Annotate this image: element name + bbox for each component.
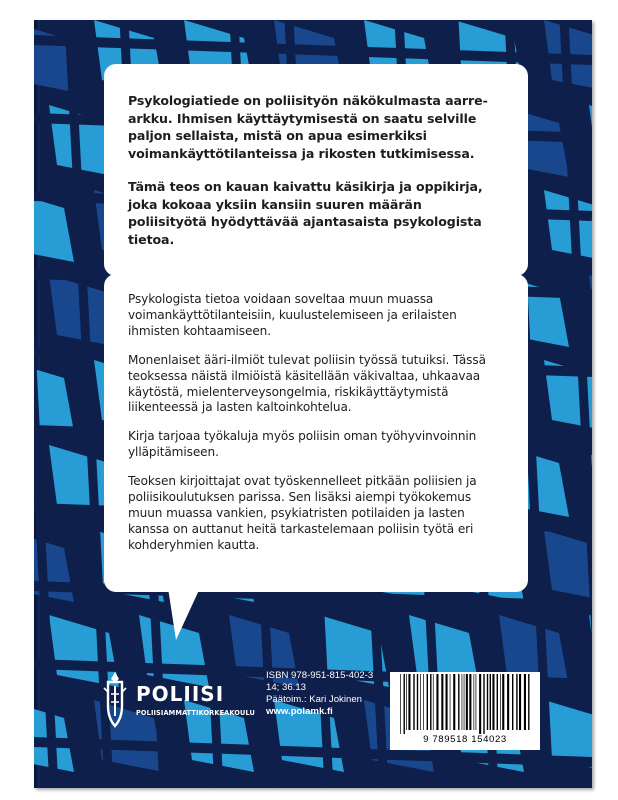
- barcode-bar: [479, 674, 481, 734]
- barcode-bar: [408, 674, 410, 730]
- barcode-bar: [512, 674, 513, 730]
- pattern-shape: [544, 530, 592, 602]
- barcode-bar: [400, 674, 401, 734]
- barcode-bar: [476, 674, 477, 730]
- barcode-number: 9 789518 154023: [423, 734, 507, 745]
- barcode-bar: [430, 674, 431, 730]
- barcode-bar: [507, 674, 509, 730]
- pattern-shape: [589, 275, 592, 347]
- editor-text: Päätoim.: Kari Jokinen: [266, 694, 362, 705]
- bubble-bottom-tail: [164, 588, 204, 644]
- blurb-bottom-paragraph-4: Teoksen kirjoittajat ovat työskennelleet pitkään poliisien ja poliisikoulutuksen parissa. Sen lisäksi aiempi työkokemus muun muassa vankien, psykiatristen potilaiden ja lasten kanssa on auttanut heitä tarkastelemaan poliisin työtä eri kohderyhmien kautta.: [128, 474, 477, 552]
- barcode-bar: [474, 674, 475, 730]
- barcode-bar: [436, 674, 438, 730]
- barcode-bar: [417, 674, 418, 730]
- isbn-text: ISBN 978-951-815-402-3: [266, 670, 374, 681]
- blurb-top-paragraph-1: Psykologiatiede on poliisityön näkökulmasta aarre-arkku. Ihmisen käyttäytymisestä on saatu selville paljon sellaista, mistä on apua esimerkiksi voimankäyttötilanteissa ja rikosten tutkimisessa.: [128, 93, 488, 161]
- barcode-bar: [469, 674, 471, 730]
- barcode-icon: [396, 674, 534, 734]
- blurb-bubble-bottom: [104, 274, 528, 592]
- barcode-bar: [453, 674, 455, 730]
- barcode-bar: [492, 674, 494, 730]
- publisher-name: POLIISI: [136, 682, 225, 706]
- barcode-bar: [497, 674, 498, 730]
- barcode-bar: [528, 674, 529, 730]
- barcode-bar: [404, 674, 405, 734]
- publisher-url: www.polamk.fi: [266, 706, 333, 717]
- blurb-top-paragraph-2: Tämä teos on kauan kaivattu käsikirja ja oppikirja, joka kokoaa yksiin kansiin suuren määrän poliisityötä hyödyttävää ajantasaista psykologista tietoa.: [128, 179, 483, 247]
- barcode-bar: [427, 674, 428, 730]
- book-back-cover: [34, 20, 592, 788]
- police-emblem-icon: [100, 670, 130, 730]
- barcode-bar: [433, 674, 434, 730]
- barcode-bar: [423, 674, 424, 730]
- publisher-logo: [100, 670, 290, 730]
- barcode-bar: [458, 674, 459, 730]
- classification-text: 14; 36.13: [266, 682, 307, 693]
- pattern-shape: [34, 360, 74, 432]
- blurb-bottom-paragraph-2: Monenlaiset ääri-ilmiöt tulevat poliisin työssä tutuiksi. Tässä teoksessa näistä ilmiöistä käsitellään väkivaltaa, uhkaavaa käytöstä, mielenterveysongelmia, riskikäyttäytymistä liikenteessä ja lasten kaltoinkohtelua.: [128, 352, 486, 415]
- barcode-bar: [516, 674, 517, 730]
- barcode-bar: [502, 674, 504, 730]
- blurb-bubble-top: [104, 64, 528, 276]
- barcode-bar: [519, 674, 521, 730]
- barcode-bar: [466, 674, 468, 730]
- barcode-bar: [441, 674, 443, 730]
- barcode-bar: [524, 674, 526, 730]
- barcode-bar: [483, 674, 484, 734]
- publisher-subtitle: POLIISIAMMATTIKORKEAKOULU: [136, 709, 255, 717]
- blurb-bottom-paragraph-1: Psykologista tietoa voidaan soveltaa muun muassa voimankäyttötilanteisiin, kuulustelemiseen ja erilaisten ihmisten kohtaamiseen.: [128, 292, 457, 338]
- publication-info: [266, 670, 373, 718]
- barcode-label: [390, 672, 540, 750]
- barcode-bar: [490, 674, 491, 730]
- barcode-bar: [462, 674, 463, 730]
- barcode-bar: [413, 674, 414, 730]
- blurb-bottom-paragraph-3: Kirja tarjoaa työkaluja myös poliisin oman työhyvinvoinnin ylläpitämiseen.: [128, 429, 477, 460]
- pattern-shape: [544, 190, 592, 262]
- barcode-bar: [446, 674, 448, 730]
- cover-footer: [34, 660, 592, 780]
- barcode-bar: [406, 674, 407, 730]
- barcode-bar: [420, 674, 421, 730]
- barcode-bar: [500, 674, 501, 730]
- barcode-bar: [464, 674, 465, 730]
- barcode-bar: [487, 674, 488, 730]
- barcode-bar: [450, 674, 451, 730]
